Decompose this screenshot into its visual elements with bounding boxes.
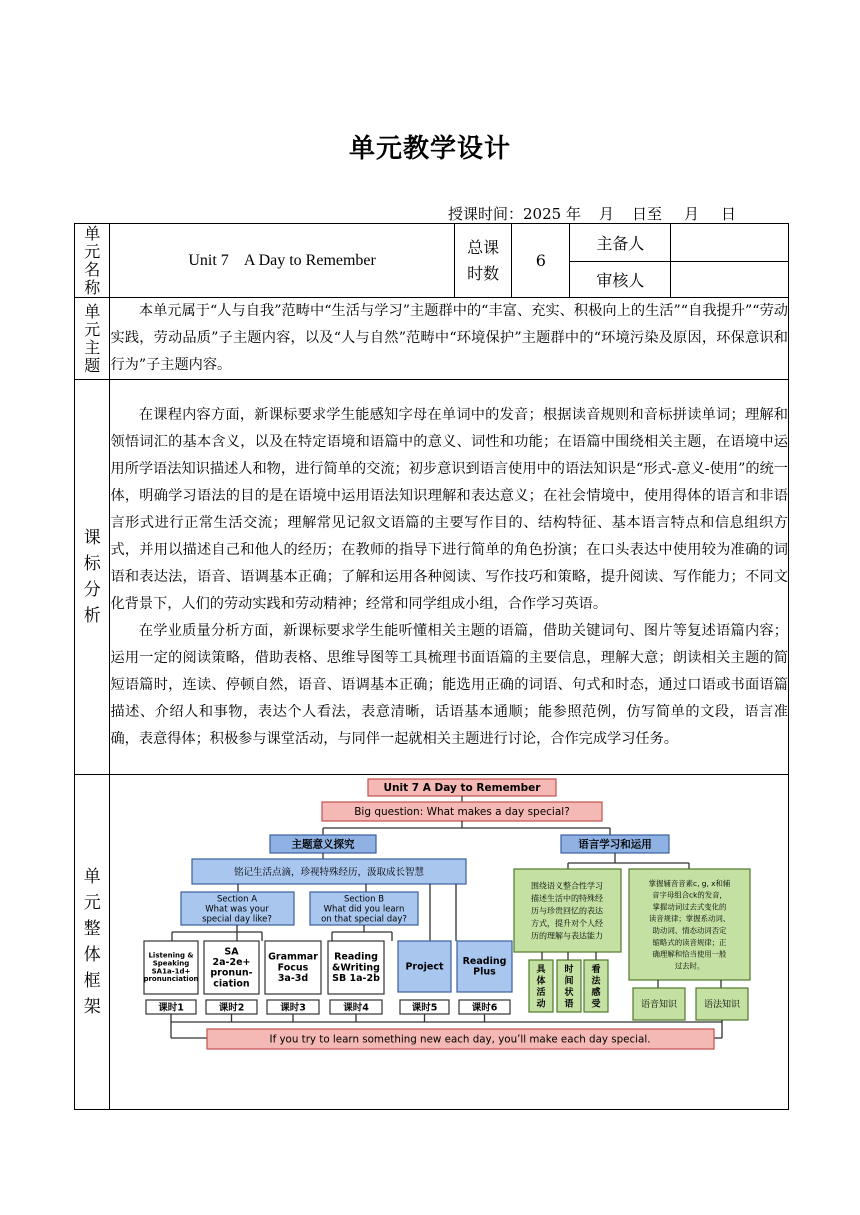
unit-theme-label: 单 元 主 题 bbox=[75, 298, 110, 380]
page-title: 单元教学设计 bbox=[348, 134, 511, 164]
standard-analysis-paragraph-2: 在学业质量分析方面，新课标要求学生能听懂相关主题的语篇，借助关键词句、图片等复述语篇内容；运用一定的阅读策略，借助表格、思维导图等工具梳理书面语篇的主要信息，理解大意；朗读相关主题的简短语篇时，连读、停顿自然，语音、语调基本正确；能选用正确的词语、句式和时态，通过口语或书面语篇描述、介绍人和事物，表达个人看法，表意清晰，话语基本通顺；能参照范例，仿写简单的文段，语言准确，表意得体；积极参与课堂活动，与同伴一起就相关主题进行讨论，合作完成学习任务。 bbox=[110, 622, 788, 747]
teaching-time-day-start: 日至 bbox=[631, 205, 662, 223]
lesson-1-hour: 课时1 bbox=[158, 1001, 185, 1013]
framework-diagram bbox=[110, 776, 788, 1109]
unit-framework-label: 单 元 整 体 框 架 bbox=[75, 775, 110, 1110]
small-box-3-text: 看法感受 bbox=[591, 964, 601, 1009]
lesson-2-hour: 课时2 bbox=[219, 1001, 245, 1013]
total-hours-label: 总课 时数 bbox=[454, 224, 512, 298]
theme-sentence: 铭记生活点滴，珍视特殊经历，汲取成长智慧 bbox=[234, 866, 425, 878]
section-b: Section B What did you learn on that special day? bbox=[321, 893, 408, 924]
lesson-2-label: SA 2a-2e+ pronun-ciation bbox=[210, 945, 254, 989]
lesson-6-hour: 课时6 bbox=[472, 1001, 498, 1013]
standard-analysis-label: 课 标 分 析 bbox=[75, 380, 110, 775]
lead-preparer-value[interactable] bbox=[671, 224, 789, 262]
teaching-time-year: 2025 年 bbox=[523, 205, 581, 223]
teaching-time-label: 授课时间： bbox=[448, 205, 524, 223]
phonics-grammar-goal-text: 掌握辅音音素c, g, x和辅音字母组合ck的发音，掌握动词过去式变化的读音规律；掌握系动词、助动词、情态动词否定缩略式的读音规律；正确理解和恰当使用一般过去时。 bbox=[649, 878, 731, 970]
small-box-2-text: 时间状语 bbox=[564, 964, 574, 1009]
unit-framework-cell bbox=[110, 775, 789, 1110]
reviewer-value[interactable] bbox=[671, 262, 789, 298]
lesson-6-label: Reading Plus bbox=[463, 955, 507, 978]
standard-analysis-text bbox=[110, 380, 789, 775]
unit-design-table bbox=[74, 223, 789, 1110]
big-question: Big question: What makes a day special? bbox=[354, 805, 571, 818]
lesson-3-hour: 课时3 bbox=[280, 1001, 307, 1013]
lesson-3-label: Grammar Focus 3a-3d bbox=[268, 951, 319, 984]
lesson-5-label: Project bbox=[405, 960, 444, 972]
phonics-label: 语音知识 bbox=[641, 999, 678, 1010]
theme-header: 主题意义探究 bbox=[291, 838, 355, 851]
section-a: Section A What was your special day like? bbox=[202, 893, 273, 924]
unit-name: Unit 7 A Day to Remember bbox=[110, 224, 454, 298]
lesson-5-hour: 课时5 bbox=[412, 1001, 438, 1013]
lesson-4-hour: 课时4 bbox=[343, 1001, 370, 1013]
bottom-sentence: If you try to learn something new each day, you’ll make each day special. bbox=[269, 1033, 651, 1046]
teaching-time-day-end: 日 bbox=[721, 205, 737, 223]
reviewer-label: 审核人 bbox=[570, 262, 671, 298]
lead-preparer-label: 主备人 bbox=[570, 224, 671, 262]
teaching-time-line bbox=[448, 203, 736, 224]
total-hours-value: 6 bbox=[512, 224, 570, 298]
standard-analysis-paragraph-1: 在课程内容方面，新课标要求学生能感知字母在单词中的发音；根据读音规则和音标拼读单词；理解和领悟词汇的基本含义，以及在特定语境和语篇中的意义、词性和功能；在语篇中围绕相关主题，在语境中运用所学语法知识描述人和物，进行简单的交流；初步意识到语言使用中的语法知识是“形式-意义-使用”的统一体，明确学习语法的目的是在语境中运用语法知识理解和表达意义；在社会情境中，使用得体的语言和非语言形式进行正常生活交流；理解常见记叙文语篇的主要写作目的、结构特征、基本语言特点和信息组织方式，并用以描述自己和他人的经历；在教师的指导下进行简单的角色扮演；在口头表达中使用较为准确的词语和表达法，语音、语调基本正确；了解和运用各种阅读、写作技巧和策略，提升阅读、写作能力；不同文化背景下，人们的劳动实践和劳动精神；经常和同学组成小组，合作学习英语。 bbox=[110, 406, 788, 612]
unit-name-label: 单 元 名 称 bbox=[75, 224, 110, 298]
unit-theme-text: 本单元属于“人与自我”范畴中“生活与学习”主题群中的“丰富、充实、积极向上的生活”“自我提升”“劳动实践，劳动品质”子主题内容，以及“人与自然”范畴中“环境保护”主题群中的“环境污染及原因，环保意识和行为”子主题内容。 bbox=[110, 298, 789, 380]
small-box-1-text: 具体活动 bbox=[536, 964, 546, 1009]
lesson-4-label: Reading &Writing SB 1a-2b bbox=[332, 951, 381, 984]
grammar-label: 语法知识 bbox=[704, 999, 741, 1010]
teaching-time-month-start: 月 bbox=[598, 205, 614, 223]
teaching-time-month-end: 月 bbox=[684, 205, 700, 223]
framework-title: Unit 7 A Day to Remember bbox=[383, 781, 541, 794]
language-header: 语言学习和运用 bbox=[578, 838, 653, 851]
theme-integration-text: 围绕语义整合性学习描述生活中的特殊经历与珍贵回忆的表达方式，提升对个人经历的理解与表达能力 bbox=[531, 880, 604, 940]
lesson-1-label: Listening & Speaking SA1a-1d+ pronunciation bbox=[143, 951, 199, 983]
